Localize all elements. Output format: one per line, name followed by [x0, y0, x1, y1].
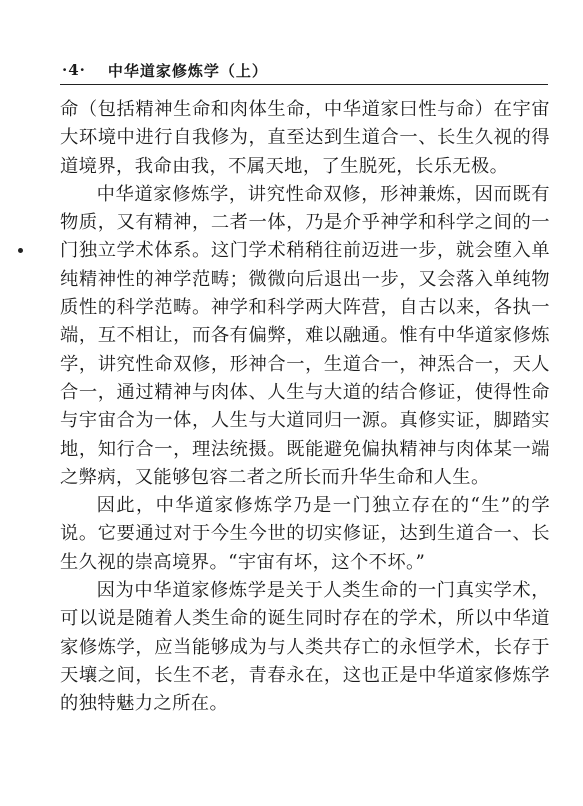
- margin-mark: [18, 248, 23, 253]
- paragraph-1: 命（包括精神生命和肉体生命，中华道家曰性与命）在宇宙大环境中进行自我修为，直至达到生道合一、长生久视的得道境界，我命由我，不属天地，了生脱死，长乐无极。: [60, 99, 550, 177]
- paragraph-3: 因此，中华道家修炼学乃是一门独立存在的“生”的学说。它要通过对于今生今世的切实修证，达到生道合一、长生久视的崇高境界。“宇宙有坏，这个不坏。”: [60, 495, 550, 573]
- page-number: ·4·: [62, 61, 86, 79]
- body-text: [60, 96, 550, 719]
- header-rule: [60, 84, 548, 85]
- paragraph-2: 中华道家修炼学，讲究性命双修，形神兼炼，因而既有物质，又有精神，二者一体，乃是介乎神学和科学之间的一门独立学术体系。这门学术稍稍往前迈进一步，就会堕入单纯精神性的神学范畴；微微向后退出一步，又会落入单纯物质性的科学范畴。神学和科学两大阵营，自古以来，各执一端，互不相让，而各有偏弊，难以融通。惟有中华道家修炼学，讲究性命双修，形神合一，生道合一，神炁合一，天人合一，通过精神与肉体、人生与大道的结合修证，使得性命与宇宙合为一体，人生与大道同归一源。真修实证，脚踏实地，知行合一，理法统摄。既能避免偏执精神与肉体某一端之弊病，又能够包容二者之所长而升华生命和人生。: [60, 183, 550, 488]
- paragraph-4: 因为中华道家修炼学是关于人类生命的一门真实学术，可以说是随着人类生命的诞生同时存在的学术，所以中华道家修炼学，应当能够成为与人类共存亡的永恒学术，长存于天壤之间，长生不老，青春永在，这也正是中华道家修炼学的独特魅力之所在。: [60, 580, 550, 715]
- running-title: 中华道家修炼学（上）: [107, 61, 268, 80]
- running-header: [62, 58, 268, 82]
